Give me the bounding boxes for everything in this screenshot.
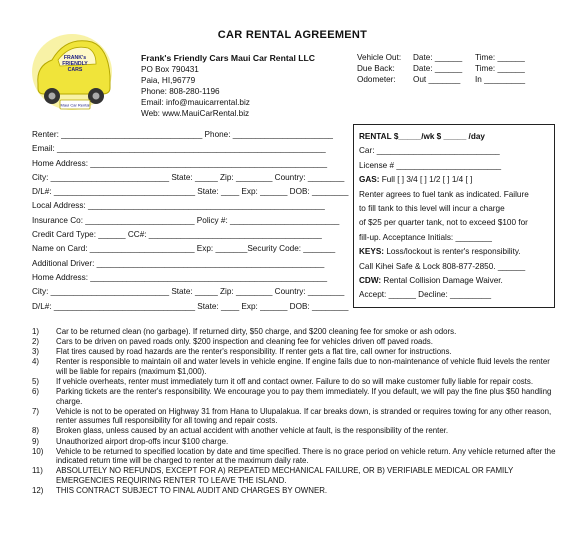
- terms-list: [32, 327, 562, 496]
- gas-label: GAS:: [359, 175, 380, 185]
- local-address-field[interactable]: Local Address: ____________________________________________________: [32, 201, 325, 211]
- additional-home-address-field[interactable]: Home Address: ____________________________________________________: [32, 272, 328, 282]
- list-item: 8) Broken glass, unless caused by an actual accident with another vehicle at fault, is the responsibility of the renter.: [32, 426, 449, 436]
- cdw-text: Rental Collision Damage Waiver.: [383, 275, 503, 285]
- list-item: 10) Vehicle to be returned to specified location by date and time specified. There is no grace period on vehicle return. Any vehicle returned after the indicated return time will be charged to renter at the maximum daily rate.: [32, 446, 556, 466]
- keys-text: Loss/lockout is renter's responsibility.: [386, 247, 521, 257]
- gas-text-line3: of $25 per quarter tank, not to exceed $100 for: [359, 218, 528, 228]
- insurance-field[interactable]: Insurance Co: ________________________ Policy #: ________________________: [32, 215, 340, 225]
- rental-label: RENTAL: [359, 132, 392, 141]
- list-item: 2) Cars to be driven on paved roads only. $200 inspection and cleaning fee for vehicles driven off paved roads.: [32, 337, 433, 347]
- gas-initials-field[interactable]: fill-up. Acceptance Initials: ________: [359, 232, 492, 242]
- gas-text-line1: Renter agrees to fuel tank as indicated. Failure: [359, 189, 529, 199]
- vehicle-out-date[interactable]: Date: ______: [413, 53, 463, 62]
- odometer-in[interactable]: In _________: [475, 74, 526, 84]
- name-on-card-field[interactable]: Name on Card: _______________________ Exp: _______Security Code: _______: [32, 244, 336, 254]
- keys-label: KEYS:: [359, 247, 385, 257]
- list-item: 4) Renter is responsible to maintain oil and water levels in vehicle engine. If engine fails due to non-maintenance of vehicle fluid levels the renter will be liable for repairs (maximum $1,000).: [32, 357, 550, 376]
- list-item: 5) If vehicle overheats, renter must immediately turn it off and contact owner. Failure to do so will make customer fully liable for repair costs.: [32, 376, 534, 386]
- due-back-time[interactable]: Time: ______: [475, 63, 525, 73]
- email-field[interactable]: Email: ___________________________________________________________: [32, 144, 326, 154]
- gas-options: Full [ ] 3/4 [ ] 1/2 [ ] 1/4 [ ]: [381, 175, 473, 185]
- vehicle-info: [357, 53, 525, 85]
- logo-plate-text: Maui Car Rental: [60, 102, 90, 108]
- company-web: Web: www.MauiCarRental.biz: [141, 109, 250, 118]
- logo-text-line3: CARS: [67, 67, 83, 73]
- cdw-label: CDW:: [359, 275, 382, 285]
- driver-license-field[interactable]: D/L#: _______________________________ State: ____ Exp: ______ DOB: ________: [32, 187, 349, 197]
- keys-call-field[interactable]: Call Kihei Safe & Lock 808-877-2850. ______: [359, 261, 526, 271]
- license-field[interactable]: License # _______________________: [359, 160, 502, 170]
- rental-rate: $_____/wk $ _____ /day: [393, 132, 485, 141]
- company-name: Frank's Friendly Cars Maui Car Rental LLC: [141, 53, 315, 63]
- odometer-row: [357, 75, 525, 86]
- list-item: 6) Parking tickets are the renter's responsibility. We encourage you to pay them immediately. If you default, we will pay the fine plus $50 handling charge.: [32, 387, 552, 406]
- keys-row: [359, 245, 554, 259]
- logo-text-line1: FRANK's: [63, 55, 87, 61]
- additional-city-state-zip-field[interactable]: City: __________________________ State: _____ Zip: ________ Country: ________: [32, 287, 345, 297]
- due-back-date[interactable]: Date: ______: [413, 63, 463, 73]
- gas-text-line2: to fill tank to this level will incur a charge: [359, 203, 505, 213]
- list-item: 11) ABSOLUTELY NO REFUNDS, EXCEPT FOR A) REPEATED MECHANICAL FAILURE, OR B) VERIFIABLE MEDICAL OR FAMILY EMERGENCIES REQUIRING RENTER TO LEAVE THE ISLAND.: [32, 466, 514, 485]
- logo-text-line2: FRIENDLY: [62, 61, 88, 67]
- additional-driver-field[interactable]: Additional Driver: __________________________________________________: [32, 258, 325, 268]
- vehicle-out-time[interactable]: Time: ______: [475, 53, 525, 62]
- company-address-line1: PO Box 790431: [141, 65, 199, 74]
- vehicle-out-row: [357, 53, 525, 64]
- odometer-label: Odometer:: [357, 74, 396, 84]
- document-title: CAR RENTAL AGREEMENT: [217, 29, 368, 41]
- credit-card-field[interactable]: Credit Card Type: ______ CC#: ______________________________________: [32, 230, 322, 240]
- list-item: 9) Unauthorized airport drop-offs incur $100 charge.: [32, 436, 229, 446]
- list-item: 1) Car to be returned clean (no garbage). If returned dirty, $50 charge, and $200 cleaning fee for smoke or ash odors.: [32, 327, 457, 336]
- odometer-out[interactable]: Out _______: [413, 74, 461, 84]
- list-item: 7) Vehicle is not to be operated on Highway 31 from Hana to Ulupalakua. If car breaks down, is stranded or requires towing for any other reason, renter assumes full responsibility for all towing and repair costs.: [32, 406, 552, 426]
- renter-form: [32, 128, 352, 314]
- city-state-zip-field[interactable]: City: __________________________ State: _____ Zip: ________ Country: ________: [32, 172, 345, 182]
- rental-terms-box: [353, 124, 555, 308]
- due-back-label: Due Back:: [357, 63, 395, 73]
- company-email: Email: info@mauicarrental.biz: [141, 98, 250, 107]
- additional-driver-license-field[interactable]: D/L#: _______________________________ State: ____ Exp: ______ DOB: ________: [32, 301, 349, 311]
- due-back-row: [357, 64, 525, 75]
- company-logo: [26, 26, 118, 118]
- vehicle-out-label: Vehicle Out:: [357, 53, 402, 62]
- company-address-line2: Paia, HI,96779: [141, 76, 196, 85]
- cdw-row: [359, 274, 554, 288]
- cdw-accept-decline-field[interactable]: Accept: ______ Decline: _________: [359, 290, 492, 300]
- rental-rate-row[interactable]: [359, 130, 554, 144]
- list-item: 3) Flat tires caused by road hazards are the renter's responsibility. If renter gets a flat tire, call owner for instructions.: [32, 347, 452, 357]
- home-address-field[interactable]: Home Address: ____________________________________________________: [32, 158, 328, 168]
- car-field[interactable]: Car: ___________________________: [359, 146, 500, 156]
- renter-phone-field[interactable]: Renter: _______________________________ Phone: ______________________: [32, 130, 333, 139]
- company-phone: Phone: 808-280-1196: [141, 87, 220, 96]
- company-info: [141, 53, 315, 119]
- gas-row[interactable]: [359, 173, 554, 187]
- list-item: 12) THIS CONTRACT SUBJECT TO FINAL AUDIT AND CHARGES BY OWNER.: [32, 486, 328, 495]
